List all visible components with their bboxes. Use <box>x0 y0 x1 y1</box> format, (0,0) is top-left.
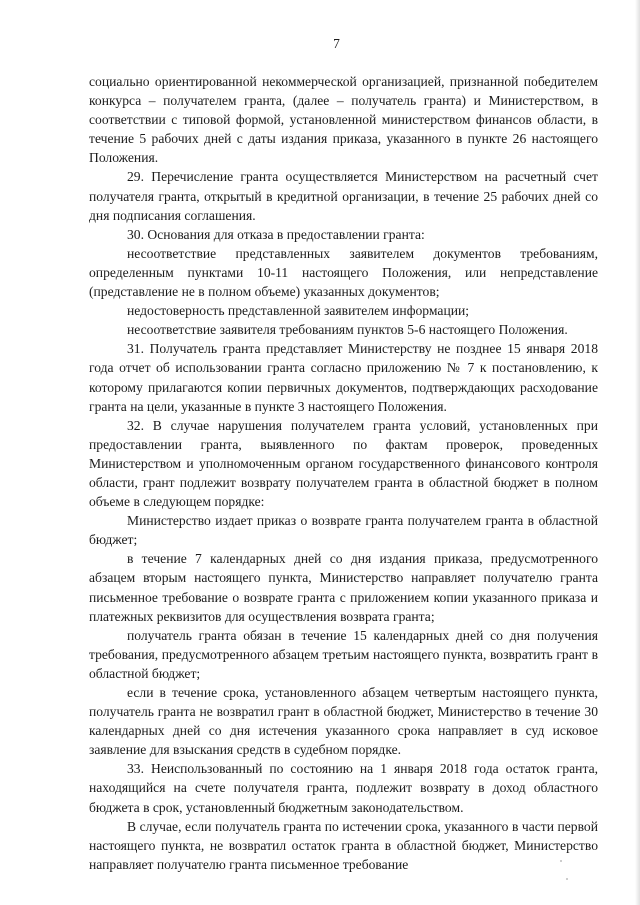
paragraph-30-item-1: несоответствие представленных заявителем документов требованиям, определенным пунктами 10-11 настоящего Положения, или непредставление (представление не в полном объеме) указанных документов; <box>89 245 598 300</box>
page-number: 7 <box>333 36 340 51</box>
paragraph-31: 31. Получатель гранта представляет Министерству не позднее 15 января 2018 года отчет об использовании гранта согласно приложению № 7 к постановлению, к которому прилагаются копии первичных документов, подтверждающих расходование гранта на цели, указанные в пункте 3 настоящего Положения. <box>89 341 598 414</box>
paragraph-29: 29. Перечисление гранта осуществляется Министерством на расчетный счет получателя гранта, открытый в кредитной организации, в течение 25 рабочих дней со дня подписания соглашения. <box>89 169 598 223</box>
paragraph-33: 33. Неиспользованный по состоянию на 1 января 2018 года остаток гранта, находящийся на счете получателя гранта, подлежит возврату в доход областного бюджета в срок, установленный бюджетным законодательством. <box>89 761 598 815</box>
paragraph-33-part-2: В случае, если получатель гранта по истечении срока, указанного в части первой настоящего пункта, не возвратил остаток гранта в областной бюджет, Министерство направляет получателю гранта письменное требование <box>89 818 598 872</box>
paragraph-30-item-2: недостоверность представленной заявителем информации; <box>127 303 470 319</box>
paragraph-32-item-2: в течение 7 календарных дней со дня издания приказа, предусмотренного абзацем вторым настоящего пункта, Министерство направляет получателю гранта письменное требование о возврате гранта с приложением копии указанного приказа и платежных реквизитов для осуществления возврата гранта; <box>89 551 598 624</box>
paragraph-32-item-1: Министерство издает приказ о возврате гранта получателем гранта в областной бюджет; <box>89 513 598 548</box>
paragraph-32-item-3: получатель гранта обязан в течение 15 календарных дней со дня получения требования, предусмотренного абзацем третьим настоящего пункта, возвратить грант в областной бюджет; <box>89 627 598 681</box>
paragraph-32-item-4: если в течение срока, установленного абзацем четвертым настоящего пункта, получатель гранта не возвратил грант в областной бюджет, Министерство в течение 30 календарных дней со дня истечения указанного срока направляет в суд исковое заявление для взыскания средств в судебном порядке. <box>89 685 598 758</box>
paragraph-30-item-3: несоответствие заявителя требованиям пунктов 5-6 настоящего Положения. <box>127 322 568 338</box>
document-body <box>89 72 598 874</box>
paragraph-30: 30. Основания для отказа в предоставлении гранта: <box>127 226 425 242</box>
scan-speck <box>560 860 562 862</box>
scan-edge-shadow <box>635 0 640 905</box>
paragraph-32: 32. В случае нарушения получателем гранта условий, установленных при предоставлении гранта, выявленного по фактам проверок, проведенных Министерством и уполномоченным органом государственного финансового контроля области, грант подлежит возврату получателем гранта в областной бюджет в полном объеме в следующем порядке: <box>89 417 598 510</box>
scan-speck <box>566 878 568 880</box>
paragraph-continuation: социально ориентированной некоммерческой организацией, признанной победителем конкурса – получателем гранта, (далее – получатель гранта) и Министерством, в соответствии с типовой формой, установленной министерством финансов области, в течение 5 рабочих дней с даты издания приказа, указанного в пункте 26 настоящего Положения. <box>89 74 598 166</box>
